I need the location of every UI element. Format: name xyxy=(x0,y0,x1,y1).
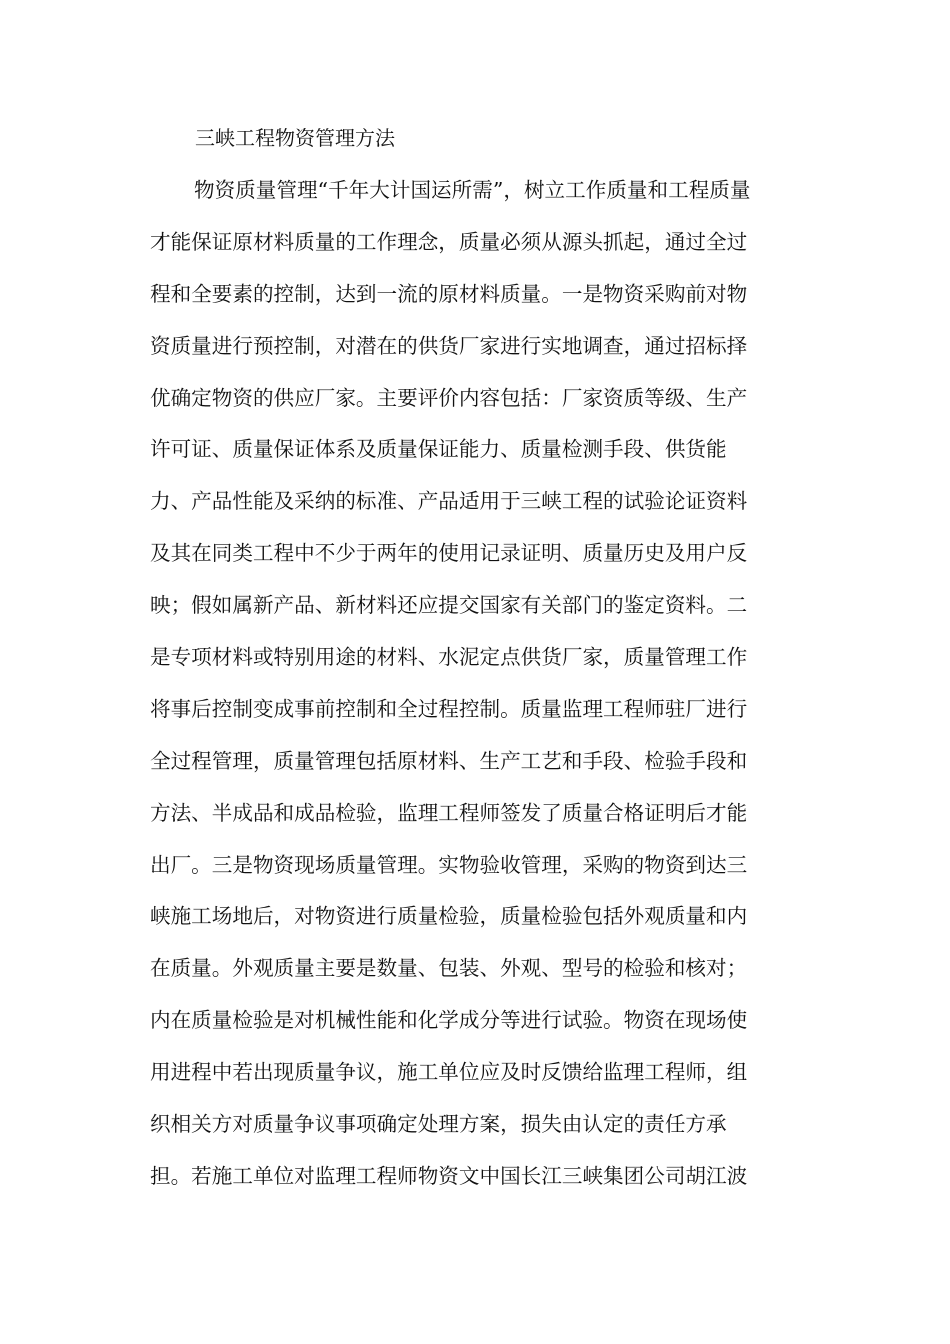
body-line: 担。若施工单位对监理工程师物资文中国长江三峡集团公司胡江波 xyxy=(150,1163,748,1188)
body-line: 及其在同类工程中不少于两年的使用记录证明、质量历史及用户反 xyxy=(150,541,748,566)
body-line: 在质量。外观质量主要是数量、包装、外观、型号的检验和核对； xyxy=(150,956,748,981)
body-line: 映；假如属新产品、新材料还应提交国家有关部门的鉴定资料。二 xyxy=(150,593,748,618)
body-line: 织相关方对质量争议事项确定处理方案，损失由认定的责任方承 xyxy=(150,1112,727,1137)
document-title: 三峡工程物资管理方法 xyxy=(195,126,395,150)
body-line: 全过程管理，质量管理包括原材料、生产工艺和手段、检验手段和 xyxy=(150,748,748,773)
body-line: 优确定物资的供应厂家。主要评价内容包括：厂家资质等级、生产 xyxy=(150,385,748,410)
body-line: 方法、半成品和成品检验，监理工程师签发了质量合格证明后才能 xyxy=(150,800,748,825)
body-line: 内在质量检验是对机械性能和化学成分等进行试验。物资在现场使 xyxy=(150,1008,748,1033)
body-line: 将事后控制变成事前控制和全过程控制。质量监理工程师驻厂进行 xyxy=(150,696,748,721)
body-line: 是专项材料或特别用途的材料、水泥定点供货厂家，质量管理工作 xyxy=(150,645,748,670)
body-line: 用进程中若出现质量争议，施工单位应及时反馈给监理工程师，组 xyxy=(150,1060,748,1085)
body-line: 出厂。三是物资现场质量管理。实物验收管理，采购的物资到达三 xyxy=(150,852,748,877)
body-line: 许可证、质量保证体系及质量保证能力、质量检测手段、供货能 xyxy=(150,437,727,462)
body-line: 峡施工场地后，对物资进行质量检验，质量检验包括外观质量和内 xyxy=(150,904,748,929)
body-line: 资质量进行预控制，对潜在的供货厂家进行实地调查，通过招标择 xyxy=(150,333,748,358)
document-body xyxy=(150,172,800,1210)
body-line: 物资质量管理“千年大计国运所需”，树立工作质量和工程质量 xyxy=(194,178,751,202)
body-line: 才能保证原材料质量的工作理念，质量必须从源头抓起，通过全过 xyxy=(150,229,748,254)
body-line: 力、产品性能及采纳的标准、产品适用于三峡工程的试验论证资料 xyxy=(150,489,748,514)
body-line: 程和全要素的控制，达到一流的原材料质量。一是物资采购前对物 xyxy=(150,281,748,306)
